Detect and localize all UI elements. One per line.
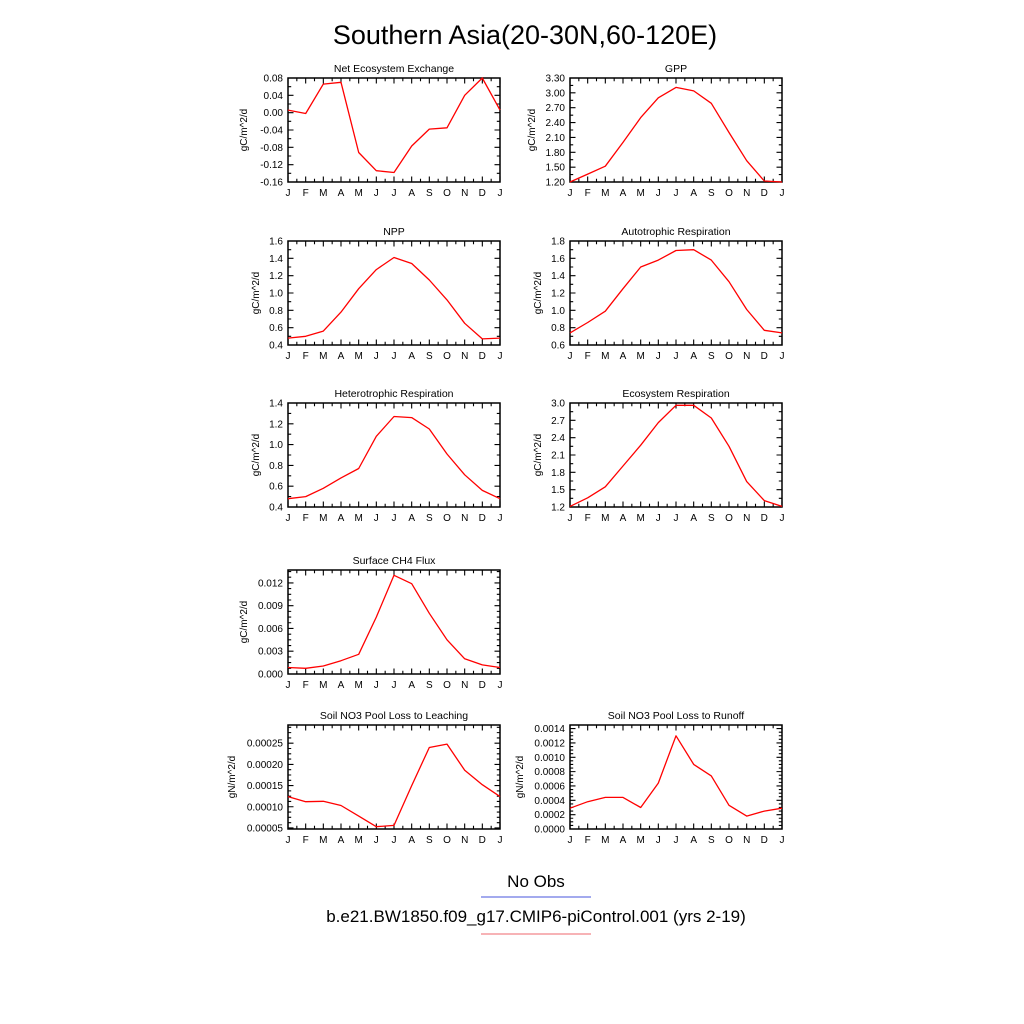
panel-title: Soil NO3 Pool Loss to Runoff	[607, 710, 745, 722]
y-tick-label: 1.5	[551, 485, 565, 497]
x-tick-label: A	[619, 835, 627, 846]
y-tick-label: 0.0008	[534, 767, 565, 779]
y-tick-label: 0.8	[269, 305, 283, 317]
y-tick-label: 2.4	[551, 433, 565, 445]
x-tick-label: J	[285, 680, 291, 691]
axis-ticks	[570, 403, 782, 507]
x-tick-label: S	[425, 351, 433, 362]
x-tick-label: M	[354, 351, 363, 362]
x-tick-label: D	[478, 351, 486, 362]
y-tick-label: 0.0010	[534, 752, 565, 764]
x-tick-label: A	[619, 351, 627, 362]
axis-ticks	[288, 570, 500, 674]
x-tick-label: A	[408, 835, 416, 846]
x-tick-label: J	[373, 680, 379, 691]
axis-ticks	[570, 725, 782, 829]
y-tick-label: 0.6	[551, 340, 565, 352]
x-tick-label: O	[725, 835, 733, 846]
y-tick-label: 1.2	[551, 288, 565, 300]
x-tick-label: A	[337, 680, 345, 691]
x-tick-label: A	[690, 188, 698, 199]
y-axis-unit-label: gC/m^2/d	[251, 271, 262, 315]
panel-title: Net Ecosystem Exchange	[333, 63, 455, 75]
x-tick-label: J	[285, 835, 291, 846]
y-axis-unit-label: gN/m^2/d	[515, 755, 526, 799]
y-tick-label: 1.4	[269, 398, 283, 410]
y-tick-label: 0.0000	[534, 824, 565, 836]
x-tick-label: J	[391, 188, 397, 199]
axis-ticks	[288, 725, 500, 829]
figure-title: Southern Asia(20-30N,60-120E)	[332, 20, 718, 50]
x-tick-label: J	[673, 835, 679, 846]
x-tick-label: M	[601, 835, 610, 846]
x-tick-label: F	[302, 351, 309, 362]
x-tick-label: F	[302, 513, 309, 524]
panel-title: Soil NO3 Pool Loss to Leaching	[319, 710, 469, 722]
y-tick-label: 3.0	[551, 398, 565, 410]
y-tick-label: 0.6	[269, 323, 283, 335]
x-tick-label: A	[690, 835, 698, 846]
chart-svg	[210, 225, 510, 375]
y-tick-label: 2.10	[545, 132, 565, 144]
x-tick-label: O	[443, 188, 451, 199]
y-tick-label: 1.80	[545, 147, 565, 159]
panel-autotrophic-respiration	[492, 225, 792, 375]
y-tick-label: 0.00020	[246, 759, 283, 771]
x-tick-label: J	[567, 835, 573, 846]
x-tick-label: A	[408, 513, 416, 524]
y-tick-label: 1.6	[551, 253, 565, 265]
series-line	[570, 405, 782, 506]
x-tick-label: J	[373, 513, 379, 524]
x-tick-label: A	[337, 351, 345, 362]
plot-frame	[288, 570, 500, 674]
chart-svg	[210, 554, 510, 704]
x-tick-label: J	[779, 513, 785, 524]
y-tick-label: 0.0006	[534, 781, 565, 793]
x-tick-label: M	[636, 351, 645, 362]
x-tick-label: J	[673, 188, 679, 199]
plot-frame	[288, 78, 500, 182]
x-tick-label: J	[655, 351, 661, 362]
x-tick-label: N	[743, 351, 751, 362]
y-axis-unit-label: gC/m^2/d	[533, 433, 544, 477]
panel-gpp	[492, 62, 792, 212]
x-tick-label: M	[601, 513, 610, 524]
x-tick-label: F	[584, 513, 591, 524]
series-line	[288, 744, 500, 827]
y-axis-unit-label: gC/m^2/d	[533, 271, 544, 315]
x-tick-label: J	[391, 513, 397, 524]
plot-frame	[570, 241, 782, 345]
panel-soil-no3-loss-leaching	[210, 709, 510, 859]
plot-frame	[288, 725, 500, 829]
x-tick-label: J	[673, 351, 679, 362]
panel-title: Surface CH4 Flux	[352, 555, 436, 567]
y-tick-label: 0.0012	[534, 738, 565, 750]
y-tick-label: 0.000	[257, 669, 283, 681]
x-tick-label: D	[760, 188, 768, 199]
panel-heterotrophic-respiration	[210, 387, 510, 537]
x-tick-label: M	[319, 680, 328, 691]
x-tick-label: J	[285, 351, 291, 362]
y-tick-label: 0.00010	[246, 802, 283, 814]
y-axis-unit-label: gC/m^2/d	[527, 108, 538, 152]
y-axis-unit-label: gN/m^2/d	[227, 755, 238, 799]
y-tick-label: 0.04	[263, 90, 283, 102]
chart-svg	[210, 62, 510, 212]
x-tick-label: F	[302, 680, 309, 691]
y-tick-label: 0.00025	[246, 738, 283, 750]
chart-svg	[492, 709, 792, 859]
y-tick-label: 3.00	[545, 88, 565, 100]
x-tick-label: A	[408, 680, 416, 691]
series-line	[288, 575, 500, 668]
axis-ticks	[570, 78, 782, 182]
x-tick-label: N	[743, 835, 751, 846]
y-tick-label: 1.0	[269, 440, 283, 452]
x-tick-label: J	[655, 835, 661, 846]
plot-frame	[288, 403, 500, 507]
chart-svg	[210, 709, 510, 859]
axis-ticks	[288, 78, 500, 182]
y-tick-label: 0.0014	[534, 724, 565, 736]
y-tick-label: 2.70	[545, 103, 565, 115]
x-tick-label: S	[707, 513, 715, 524]
x-tick-label: M	[601, 188, 610, 199]
x-tick-label: J	[373, 351, 379, 362]
y-tick-label: 1.20	[545, 177, 565, 189]
plot-frame	[570, 78, 782, 182]
x-tick-label: S	[707, 835, 715, 846]
x-tick-label: J	[497, 513, 503, 524]
y-tick-label: 1.2	[269, 271, 283, 283]
legend-model-label: b.e21.BW1850.f09_g17.CMIP6-piControl.001 (yrs 2-19)	[326, 907, 746, 926]
x-tick-label: S	[425, 513, 433, 524]
x-tick-label: A	[337, 835, 345, 846]
x-tick-label: J	[373, 835, 379, 846]
plot-frame	[570, 403, 782, 507]
x-tick-label: D	[478, 680, 486, 691]
series-line	[288, 258, 500, 339]
y-tick-label: 2.40	[545, 118, 565, 130]
x-tick-label: J	[285, 188, 291, 199]
x-tick-label: F	[302, 188, 309, 199]
x-tick-label: J	[567, 351, 573, 362]
x-tick-label: N	[461, 680, 469, 691]
x-tick-label: J	[655, 188, 661, 199]
panel-title: NPP	[383, 226, 405, 238]
panel-title: Ecosystem Respiration	[622, 388, 730, 400]
x-tick-label: O	[443, 835, 451, 846]
x-tick-label: S	[425, 835, 433, 846]
y-tick-label: 0.012	[257, 578, 283, 590]
y-tick-label: 1.2	[551, 502, 565, 514]
x-tick-label: M	[319, 513, 328, 524]
y-tick-label: 1.0	[269, 288, 283, 300]
series-line	[570, 87, 782, 182]
chart-svg	[492, 387, 792, 537]
y-tick-label: 0.8	[551, 323, 565, 335]
legend-model-underline	[481, 933, 591, 935]
y-tick-label: 1.2	[269, 419, 283, 431]
x-tick-label: M	[354, 513, 363, 524]
y-tick-label: -0.16	[260, 177, 283, 189]
y-tick-label: 2.7	[551, 415, 565, 427]
y-tick-label: 0.006	[257, 624, 283, 635]
x-tick-label: S	[707, 188, 715, 199]
plot-frame	[288, 241, 500, 345]
legend	[0, 872, 1024, 935]
x-tick-label: F	[584, 351, 591, 362]
panel-soil-no3-loss-runoff	[492, 709, 792, 859]
x-tick-label: M	[319, 351, 328, 362]
y-tick-label: -0.04	[260, 125, 283, 137]
y-tick-label: 0.003	[257, 646, 283, 658]
x-tick-label: J	[497, 680, 503, 691]
series-line	[288, 78, 500, 173]
x-tick-label: J	[373, 188, 379, 199]
y-tick-label: 0.009	[257, 601, 283, 613]
x-tick-label: J	[391, 351, 397, 362]
y-tick-label: 0.00005	[246, 823, 283, 835]
x-tick-label: J	[567, 188, 573, 199]
x-tick-label: A	[619, 513, 627, 524]
x-tick-label: M	[636, 188, 645, 199]
x-tick-label: J	[285, 513, 291, 524]
panel-title: Autotrophic Respiration	[621, 226, 731, 238]
legend-no-obs-label: No Obs	[507, 872, 565, 891]
y-axis-unit-label: gC/m^2/d	[239, 108, 250, 152]
x-tick-label: M	[354, 188, 363, 199]
axis-ticks	[288, 403, 500, 507]
y-tick-label: 2.1	[551, 450, 565, 462]
x-tick-label: N	[461, 188, 469, 199]
y-tick-label: 1.6	[269, 236, 283, 248]
x-tick-label: F	[584, 188, 591, 199]
y-tick-label: 0.00	[263, 108, 283, 120]
series-line	[570, 736, 782, 816]
x-tick-label: J	[779, 835, 785, 846]
x-tick-label: J	[779, 351, 785, 362]
y-tick-label: 1.4	[269, 253, 283, 265]
x-tick-label: A	[690, 513, 698, 524]
x-tick-label: J	[497, 351, 503, 362]
x-tick-label: M	[636, 835, 645, 846]
x-tick-label: A	[337, 513, 345, 524]
x-tick-label: O	[725, 188, 733, 199]
x-tick-label: A	[408, 188, 416, 199]
x-tick-label: F	[302, 835, 309, 846]
panel-net-ecosystem-exchange	[210, 62, 510, 212]
axis-ticks	[570, 241, 782, 345]
chart-svg	[492, 62, 792, 212]
x-tick-label: A	[619, 188, 627, 199]
x-tick-label: D	[760, 351, 768, 362]
panel-npp	[210, 225, 510, 375]
x-tick-label: J	[673, 513, 679, 524]
x-tick-label: N	[461, 835, 469, 846]
series-line	[570, 250, 782, 333]
y-tick-label: 0.6	[269, 481, 283, 493]
x-tick-label: S	[425, 188, 433, 199]
y-axis-unit-label: gC/m^2/d	[251, 433, 262, 477]
x-tick-label: N	[461, 351, 469, 362]
y-tick-label: 1.4	[551, 271, 565, 283]
y-tick-label: 1.50	[545, 162, 565, 174]
y-tick-label: 0.4	[269, 340, 283, 352]
x-tick-label: J	[567, 513, 573, 524]
y-tick-label: 0.4	[269, 502, 283, 514]
x-tick-label: J	[655, 513, 661, 524]
y-tick-label: 3.30	[545, 73, 565, 85]
x-tick-label: A	[408, 351, 416, 362]
panel-title: Heterotrophic Respiration	[334, 388, 454, 400]
axis-ticks	[288, 241, 500, 345]
y-tick-label: -0.08	[260, 142, 283, 154]
y-tick-label: -0.12	[260, 160, 283, 172]
chart-svg	[492, 225, 792, 375]
x-tick-label: S	[707, 351, 715, 362]
x-tick-label: J	[497, 188, 503, 199]
x-tick-label: N	[743, 513, 751, 524]
chart-svg	[210, 387, 510, 537]
x-tick-label: J	[391, 680, 397, 691]
x-tick-label: M	[319, 188, 328, 199]
y-axis-unit-label: gC/m^2/d	[239, 600, 250, 644]
x-tick-label: S	[425, 680, 433, 691]
x-tick-label: M	[636, 513, 645, 524]
x-tick-label: O	[443, 351, 451, 362]
x-tick-label: M	[354, 835, 363, 846]
x-tick-label: M	[354, 680, 363, 691]
y-tick-label: 0.08	[263, 73, 283, 85]
x-tick-label: J	[779, 188, 785, 199]
x-tick-label: F	[584, 835, 591, 846]
x-tick-label: O	[443, 513, 451, 524]
x-tick-label: A	[690, 351, 698, 362]
x-tick-label: O	[725, 351, 733, 362]
y-tick-label: 0.8	[269, 460, 283, 472]
x-tick-label: D	[478, 513, 486, 524]
panel-surface-ch4-flux	[210, 554, 510, 704]
legend-obs-underline	[481, 896, 591, 898]
x-tick-label: J	[391, 835, 397, 846]
x-tick-label: J	[497, 835, 503, 846]
x-tick-label: N	[461, 513, 469, 524]
x-tick-label: M	[319, 835, 328, 846]
x-tick-label: D	[478, 835, 486, 846]
panel-title: GPP	[664, 63, 688, 75]
panel-ecosystem-respiration	[492, 387, 792, 537]
x-tick-label: D	[478, 188, 486, 199]
series-line	[288, 417, 500, 499]
y-tick-label: 0.00015	[246, 781, 283, 793]
x-tick-label: O	[725, 513, 733, 524]
x-tick-label: D	[760, 835, 768, 846]
y-tick-label: 0.0004	[534, 795, 565, 807]
x-tick-label: D	[760, 513, 768, 524]
x-tick-label: O	[443, 680, 451, 691]
x-tick-label: M	[601, 351, 610, 362]
y-tick-label: 0.0002	[534, 810, 565, 822]
plot-frame	[570, 725, 782, 829]
x-tick-label: A	[337, 188, 345, 199]
y-tick-label: 1.8	[551, 467, 565, 479]
x-tick-label: N	[743, 188, 751, 199]
y-tick-label: 1.8	[551, 236, 565, 248]
y-tick-label: 1.0	[551, 305, 565, 317]
